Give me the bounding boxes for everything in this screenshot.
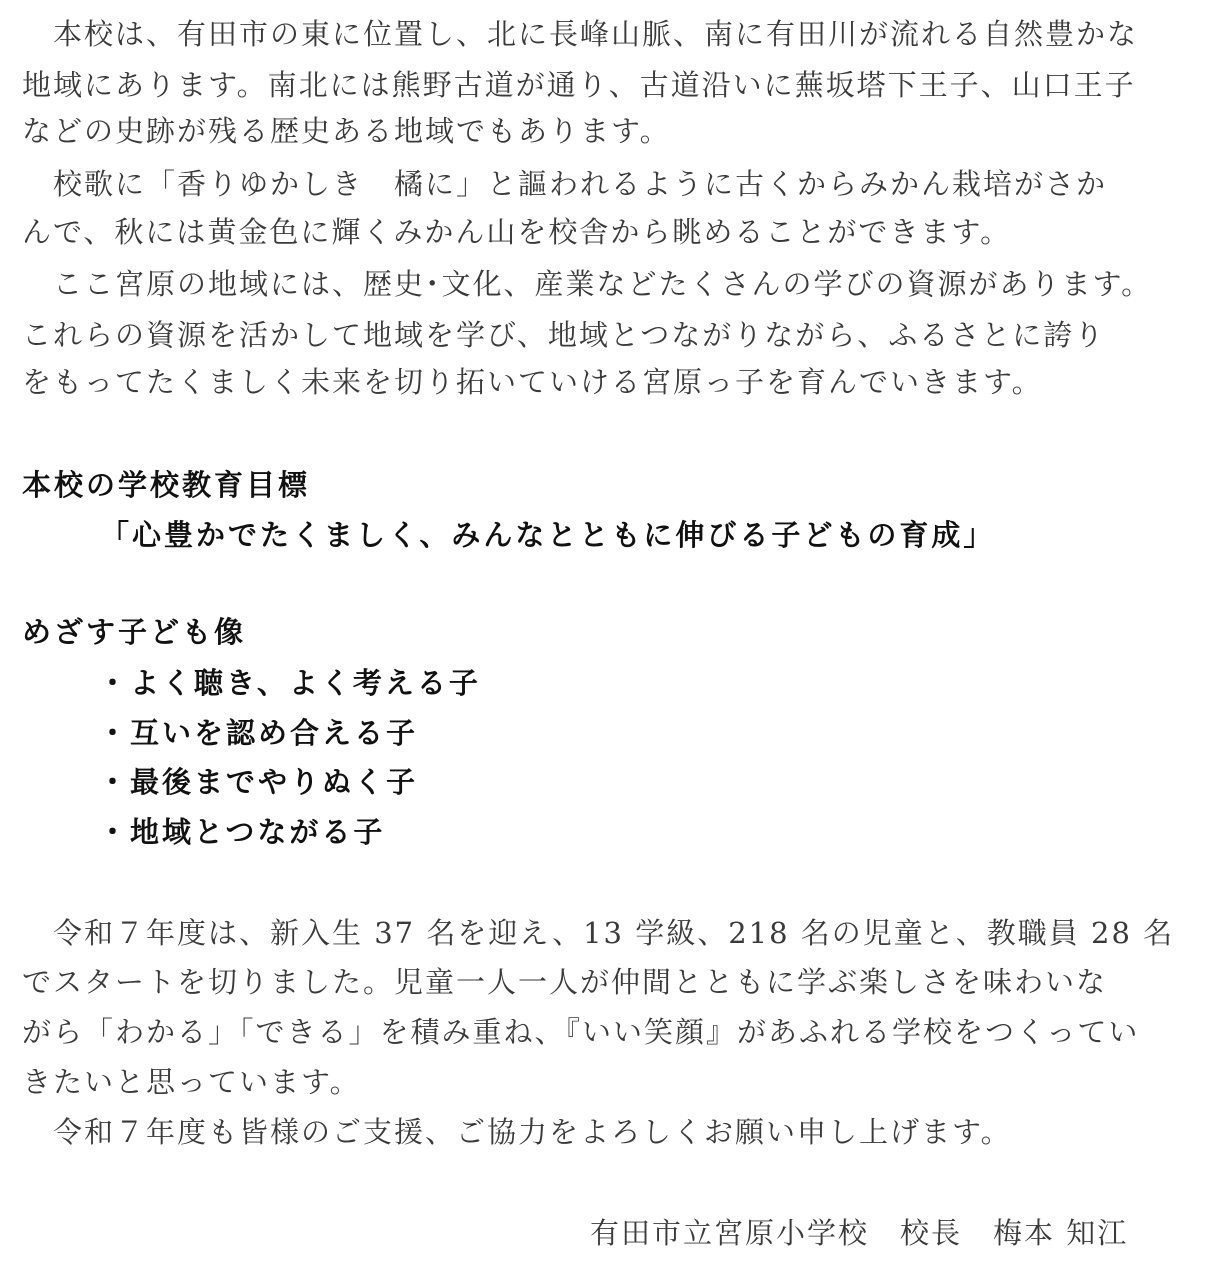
signature: 有田市立宮原小学校 校長 梅本 知江 <box>590 1216 1129 1250</box>
intro-line: んで、秋には黄金色に輝くみかん山を校舎から眺めることができます。 <box>22 215 1012 249</box>
intro-line: 校歌に「香りゆかしき 橘に」と謳われるように古くからみかん栽培がさか <box>22 167 1108 201</box>
intro-line: ここ宮原の地域には、歴史･文化、産業などたくさんの学びの資源があります。 <box>22 267 1153 301</box>
aims-heading: めざす子ども像 <box>22 615 247 649</box>
aim-item: ・地域とつながる子 <box>98 815 386 849</box>
aim-item: ・最後までやりぬく子 <box>98 765 419 799</box>
intro-line: これらの資源を活かして地域を学び、地域とつながりながら、ふるさとに誇り <box>22 318 1106 352</box>
intro-line: などの史跡が残る歴史ある地域でもあります。 <box>22 114 671 148</box>
aim-item: ・よく聴き、よく考える子 <box>98 666 481 700</box>
goal-text: 「心豊かでたくましく、みんなとともに伸びる子どもの育成」 <box>100 518 996 552</box>
aim-item: ・互いを認め合える子 <box>98 716 419 750</box>
closing-line: 令和７年度は、新入生 37 名を迎え、13 学級、218 名の児童と、教職員 28 名 <box>22 916 1175 950</box>
closing-line: がら「わかる」「できる」を積み重ね、『いい笑顔』があふれる学校をつくってい <box>22 1015 1140 1049</box>
closing-line: 令和７年度も皆様のご支援、ご協力をよろしくお願い申し上げます。 <box>22 1115 1012 1149</box>
closing-line: きたいと思っています。 <box>22 1065 361 1099</box>
closing-line: でスタートを切りました。児童一人一人が仲間とともに学ぶ楽しさを味わいな <box>22 965 1108 999</box>
intro-line: 本校は、有田市の東に位置し、北に長峰山脈、南に有田川が流れる自然豊かな <box>22 17 1139 51</box>
intro-line: 地域にあります。南北には熊野古道が通り、古道沿いに蕪坂塔下王子、山口王子 <box>22 68 1136 102</box>
intro-line: をもってたくましく未来を切り拓いていける宮原っ子を育んでいきます。 <box>22 365 1043 399</box>
goal-heading: 本校の学校教育目標 <box>22 468 311 502</box>
